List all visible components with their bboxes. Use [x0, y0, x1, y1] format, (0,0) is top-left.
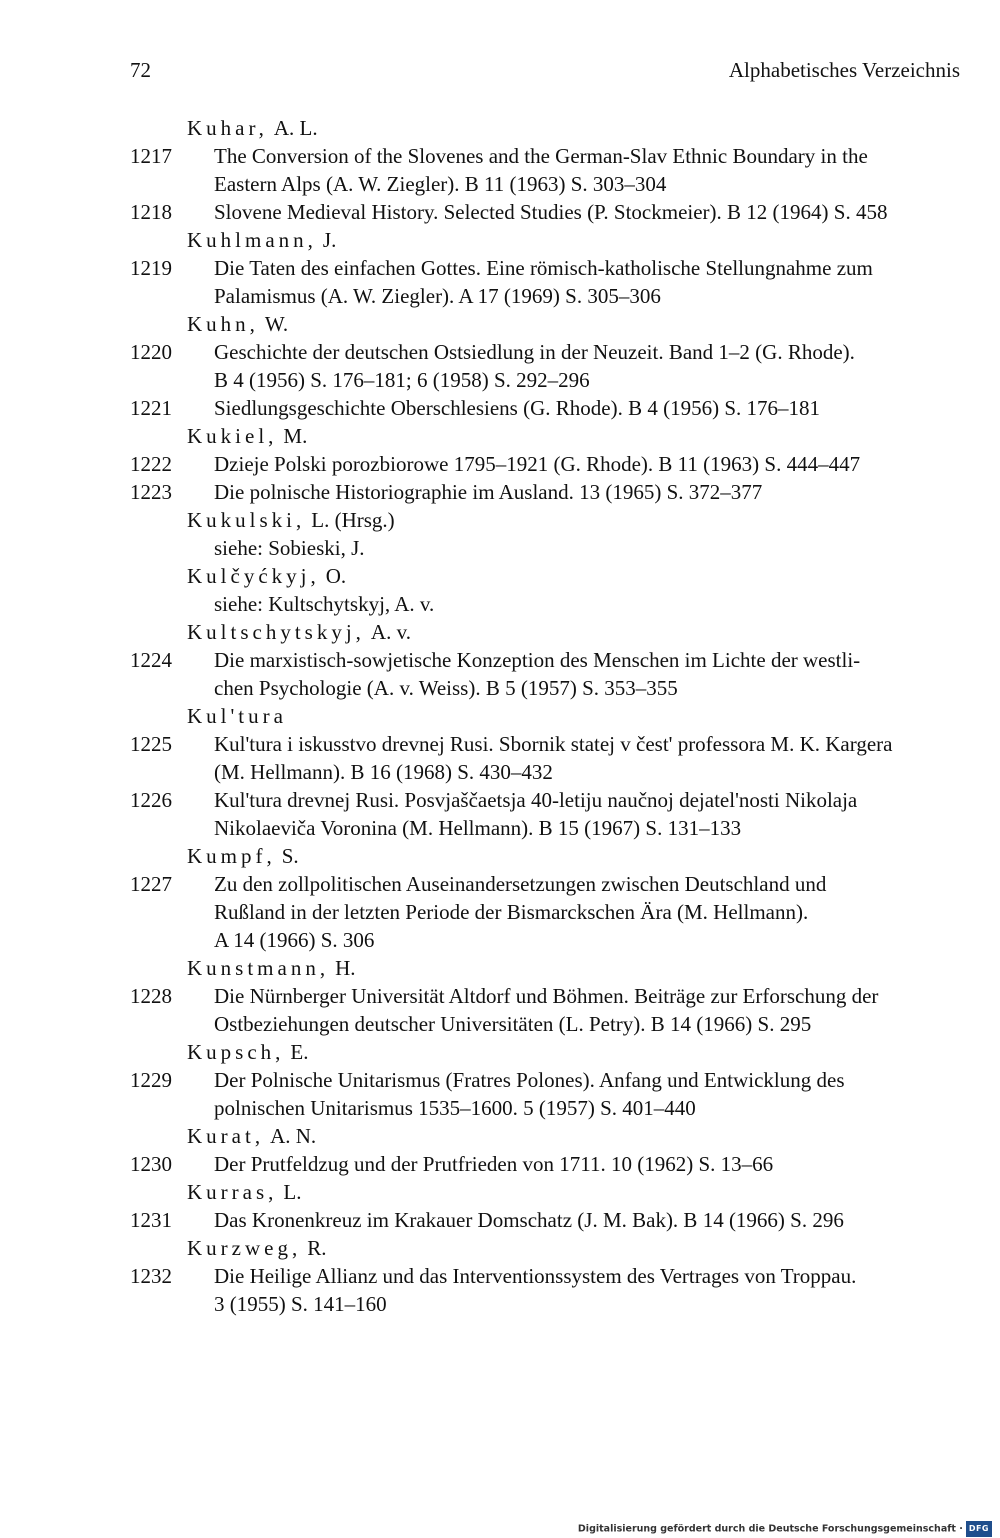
digitization-credit [578, 1521, 992, 1537]
author-heading [130, 842, 970, 870]
author-initials: E. [290, 1040, 309, 1064]
author-initials: A. v. [370, 620, 411, 644]
index-entry [130, 1206, 970, 1234]
entry-continuation [130, 282, 970, 310]
entry-number: 1220 [130, 340, 172, 364]
author-heading [130, 618, 970, 646]
author-heading [130, 1122, 970, 1150]
author-heading [130, 1234, 970, 1262]
entry-number: 1223 [130, 480, 172, 504]
author-initials: J. [322, 228, 337, 252]
entry-number: 1227 [130, 872, 172, 896]
author-heading [130, 422, 970, 450]
entry-continuation [130, 170, 970, 198]
author-name: Kultschytskyj, [187, 620, 365, 644]
entry-continuation [130, 674, 970, 702]
author-initials: S. [281, 844, 299, 868]
author-name: Kunstmann, [187, 956, 330, 980]
entry-text: Das Kronenkreuz im Krakauer Domschatz (J. M. Bak). B 14 (1966) S. 296 [214, 1208, 844, 1232]
entry-text: (M. Hellmann). B 16 (1968) S. 430–432 [214, 760, 553, 784]
entry-number: 1219 [130, 256, 172, 280]
cross-reference [130, 590, 970, 618]
author-initials: L. (Hrsg.) [311, 508, 395, 532]
entry-number: 1231 [130, 1208, 172, 1232]
author-initials: H. [335, 956, 356, 980]
entry-text: Der Polnische Unitarismus (Fratres Polones). Anfang und Entwicklung des [214, 1068, 845, 1092]
index-entry [130, 730, 970, 758]
entry-text: Siedlungsgeschichte Oberschlesiens (G. Rhode). B 4 (1956) S. 176–181 [214, 396, 820, 420]
author-initials: R. [307, 1236, 327, 1260]
author-initials: L. [283, 1180, 302, 1204]
author-heading [130, 226, 970, 254]
entry-number: 1217 [130, 144, 172, 168]
entry-text: The Conversion of the Slovenes and the German-Slav Ethnic Boundary in the [214, 144, 868, 168]
entry-number: 1229 [130, 1068, 172, 1092]
entry-text: B 4 (1956) S. 176–181; 6 (1958) S. 292–296 [214, 368, 590, 392]
entry-text: Palamismus (A. W. Ziegler). A 17 (1969) S. 305–306 [214, 284, 661, 308]
author-name: Kupsch, [187, 1040, 285, 1064]
entry-text: Kul'tura drevnej Rusi. Posvjaščaetsja 40-letiju naučnoj dejatel'nosti Nikolaja [214, 788, 858, 812]
entry-continuation [130, 1010, 970, 1038]
author-initials: A. N. [270, 1124, 317, 1148]
index-entry [130, 1150, 970, 1178]
cross-reference [130, 534, 970, 562]
entry-number: 1224 [130, 648, 172, 672]
page-header [130, 58, 960, 88]
author-heading [130, 506, 970, 534]
author-name: Kukulski, [187, 508, 306, 532]
entry-text: 3 (1955) S. 141–160 [214, 1292, 387, 1316]
entry-text: Die polnische Historiographie im Ausland. 13 (1965) S. 372–377 [214, 480, 763, 504]
author-heading [130, 310, 970, 338]
entry-text: Der Prutfeldzug und der Prutfrieden von 1711. 10 (1962) S. 13–66 [214, 1152, 774, 1176]
entry-text: Kul'tura i iskusstvo drevnej Rusi. Sbornik statej v čest' professora M. K. Kargera [214, 732, 893, 756]
entry-number: 1218 [130, 200, 172, 224]
index-entry [130, 1262, 970, 1290]
index-entry [130, 394, 970, 422]
author-heading [130, 1038, 970, 1066]
entry-number: 1221 [130, 396, 172, 420]
entry-continuation [130, 926, 970, 954]
entry-text: Die Taten des einfachen Gottes. Eine römisch-katholische Stellungnahme zum [214, 256, 873, 280]
index-entry [130, 646, 970, 674]
entry-text: Ostbeziehungen deutscher Universitäten (L. Petry). B 14 (1966) S. 295 [214, 1012, 812, 1036]
entry-number: 1230 [130, 1152, 172, 1176]
running-title: Alphabetisches Verzeichnis [728, 58, 960, 82]
index-entry [130, 870, 970, 898]
entry-text: A 14 (1966) S. 306 [214, 928, 375, 952]
entry-text: Die Nürnberger Universität Altdorf und Böhmen. Beiträge zur Erforschung der [214, 984, 879, 1008]
author-name: Kul'tura [187, 704, 287, 728]
author-heading [130, 702, 970, 730]
author-name: Kuhn, [187, 312, 259, 336]
entry-text: Slovene Medieval History. Selected Studies (P. Stockmeier). B 12 (1964) S. 458 [214, 200, 888, 224]
entry-number: 1226 [130, 788, 172, 812]
author-initials: A. L. [273, 116, 318, 140]
entry-text: polnischen Unitarismus 1535–1600. 5 (1957) S. 401–440 [214, 1096, 696, 1120]
entry-text: chen Psychologie (A. v. Weiss). B 5 (1957) S. 353–355 [214, 676, 678, 700]
entry-continuation [130, 1290, 970, 1318]
index-entry [130, 786, 970, 814]
index-entry [130, 142, 970, 170]
entry-continuation [130, 758, 970, 786]
author-initials: O. [325, 564, 347, 588]
entry-continuation [130, 1094, 970, 1122]
entry-number: 1225 [130, 732, 172, 756]
index-entry [130, 254, 970, 282]
entry-number: 1232 [130, 1264, 172, 1288]
entry-text: Eastern Alps (A. W. Ziegler). B 11 (1963) S. 303–304 [214, 172, 667, 196]
author-heading [130, 562, 970, 590]
index-entry [130, 478, 970, 506]
author-heading [130, 954, 970, 982]
entry-continuation [130, 898, 970, 926]
page-number: 72 [130, 58, 151, 82]
entry-text: Geschichte der deutschen Ostsiedlung in der Neuzeit. Band 1–2 (G. Rhode). [214, 340, 855, 364]
author-heading [130, 1178, 970, 1206]
index-entry [130, 338, 970, 366]
entry-continuation [130, 366, 970, 394]
dfg-logo: DFG [966, 1521, 992, 1537]
entry-number: 1228 [130, 984, 172, 1008]
author-name: Kukiel, [187, 424, 278, 448]
entry-text: Die marxistisch-sowjetische Konzeption des Menschen im Lichte der westli- [214, 648, 861, 672]
index-entries [130, 114, 970, 1318]
entry-text: Rußland in der letzten Periode der Bismarckschen Ära (M. Hellmann). [214, 900, 809, 924]
author-name: Kumpf, [187, 844, 276, 868]
cross-reference-text: siehe: Sobieski, J. [214, 536, 365, 560]
credit-text: Digitalisierung gefördert durch die Deutsche Forschungsgemeinschaft · [577, 1523, 963, 1535]
cross-reference-text: siehe: Kultschytskyj, A. v. [214, 592, 435, 616]
author-name: Kurzweg, [187, 1236, 302, 1260]
entry-text: Die Heilige Allianz und das Interventionssystem des Vertrages von Troppau. [214, 1264, 857, 1288]
entry-text: Nikolaeviča Voronina (M. Hellmann). B 15 (1967) S. 131–133 [214, 816, 742, 840]
author-name: Kuhar, [187, 116, 268, 140]
author-initials: M. [283, 424, 308, 448]
author-heading [130, 114, 970, 142]
index-entry [130, 982, 970, 1010]
index-entry [130, 1066, 970, 1094]
entry-text: Zu den zollpolitischen Auseinandersetzungen zwischen Deutschland und [214, 872, 827, 896]
author-name: Kuhlmann, [187, 228, 317, 252]
author-name: Kurat, [187, 1124, 265, 1148]
entry-number: 1222 [130, 452, 172, 476]
entry-continuation [130, 814, 970, 842]
author-initials: W. [264, 312, 289, 336]
author-name: Kulčyćkyj, [187, 564, 320, 588]
index-entry [130, 198, 970, 226]
entry-text: Dzieje Polski porozbiorowe 1795–1921 (G. Rhode). B 11 (1963) S. 444–447 [214, 452, 861, 476]
index-entry [130, 450, 970, 478]
author-name: Kurras, [187, 1180, 278, 1204]
